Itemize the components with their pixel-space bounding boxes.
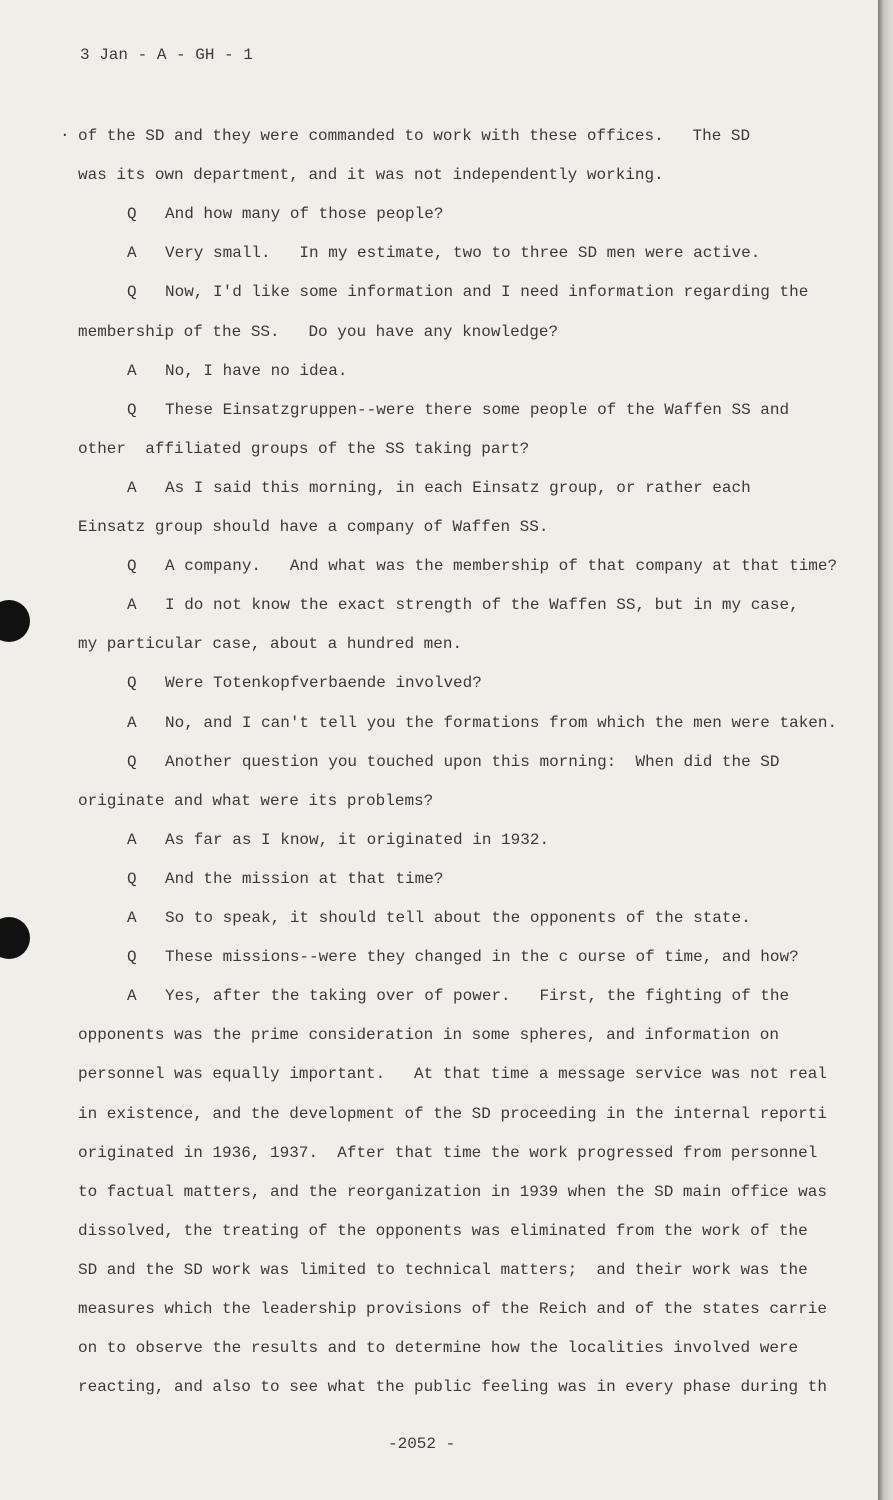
transcript-line: So to speak, it should tell about the opponents of the state. — [165, 909, 751, 927]
transcript-line: No, and I can't tell you the formations from which the men were taken. — [165, 713, 838, 732]
transcript-line: SD and the SD work was limited to technical matters; and their work was the — [78, 1260, 808, 1279]
punch-hole — [0, 600, 30, 642]
transcript-line: on to observe the results and to determine how the localities involved were — [78, 1339, 799, 1358]
transcript-line: These Einsatzgruppen--were there some people of the Waffen SS and — [165, 400, 790, 419]
transcript-line: Were Totenkopfverbaende involved? — [165, 674, 482, 693]
transcript-line: Another question you touched upon this morning: When did the SD — [165, 752, 780, 771]
transcript-line: I do not know the exact strength of the Waffen SS, but in my case, — [165, 596, 799, 615]
transcript-line: Yes, after the taking over of power. First, the fighting of the — [165, 987, 790, 1006]
speaker-label: Q — [127, 674, 137, 693]
transcript-line: personnel was equally important. At that time a message service was not real — [78, 1065, 827, 1084]
transcript-line: A company. And what was the membership of that company at that time? — [165, 557, 838, 576]
transcript-line: dissolved, the treating of the opponents was eliminated from the work of the — [78, 1221, 808, 1240]
speaker-label: A — [127, 987, 137, 1006]
transcript-line: Einsatz group should have a company of Waffen SS. — [78, 518, 549, 536]
transcript-line: No, I have no idea. — [165, 361, 348, 380]
speaker-label: A — [127, 478, 137, 497]
speaker-label: A — [127, 361, 137, 380]
paper-edge — [878, 0, 893, 1500]
speaker-label: Q — [127, 869, 137, 888]
speaker-label: Q — [127, 752, 137, 771]
transcript-line: to factual matters, and the reorganization in 1939 when the SD main office was — [78, 1182, 827, 1201]
transcript-line: originated in 1936, 1937. After that time the work progressed from personnel — [78, 1143, 818, 1162]
transcript-line: membership of the SS. Do you have any knowledge? — [78, 322, 559, 341]
margin-mark: · — [60, 126, 70, 144]
speaker-label: A — [127, 596, 137, 615]
transcript-line: And the mission at that time? — [165, 869, 444, 888]
speaker-label: A — [127, 830, 137, 849]
speaker-label: Q — [127, 400, 137, 419]
speaker-label: A — [127, 909, 137, 927]
punch-hole — [0, 917, 30, 959]
page-header: 3 Jan - A - GH - 1 — [80, 46, 253, 64]
transcript-line: opponents was the prime consideration in some spheres, and information on — [78, 1026, 779, 1045]
speaker-label: A — [127, 244, 137, 263]
transcript-line: And how many of those people? — [165, 205, 444, 224]
speaker-label: Q — [127, 557, 137, 576]
transcript-line: of the SD and they were commanded to work with these offices. The SD — [78, 127, 751, 145]
speaker-label: Q — [127, 948, 137, 967]
transcript-line: Very small. In my estimate, two to three SD men were active. — [165, 244, 761, 263]
transcript-line: in existence, and the development of the SD proceeding in the internal reporti — [78, 1104, 827, 1123]
transcript-line: These missions--were they changed in the c ourse of time, and how? — [165, 948, 799, 967]
speaker-label: A — [127, 713, 137, 732]
transcript-line: Now, I'd like some information and I need information regarding the — [165, 283, 809, 302]
transcript-line: was its own department, and it was not independently working. — [78, 166, 664, 185]
transcript-line: measures which the leadership provisions of the Reich and of the states carrie — [78, 1300, 827, 1318]
speaker-label: Q — [127, 283, 137, 302]
transcript-line: other affiliated groups of the SS taking part? — [78, 439, 530, 458]
transcript-line: As I said this morning, in each Einsatz group, or rather each — [165, 478, 751, 497]
transcript-line: my particular case, about a hundred men. — [78, 635, 463, 654]
speaker-label: Q — [127, 205, 137, 224]
transcript-line: reacting, and also to see what the public feeling was in every phase during th — [78, 1378, 827, 1397]
transcript-line: As far as I know, it originated in 1932. — [165, 830, 550, 849]
transcript-line: originate and what were its problems? — [78, 791, 434, 810]
page-number: -2052 - — [388, 1435, 456, 1453]
